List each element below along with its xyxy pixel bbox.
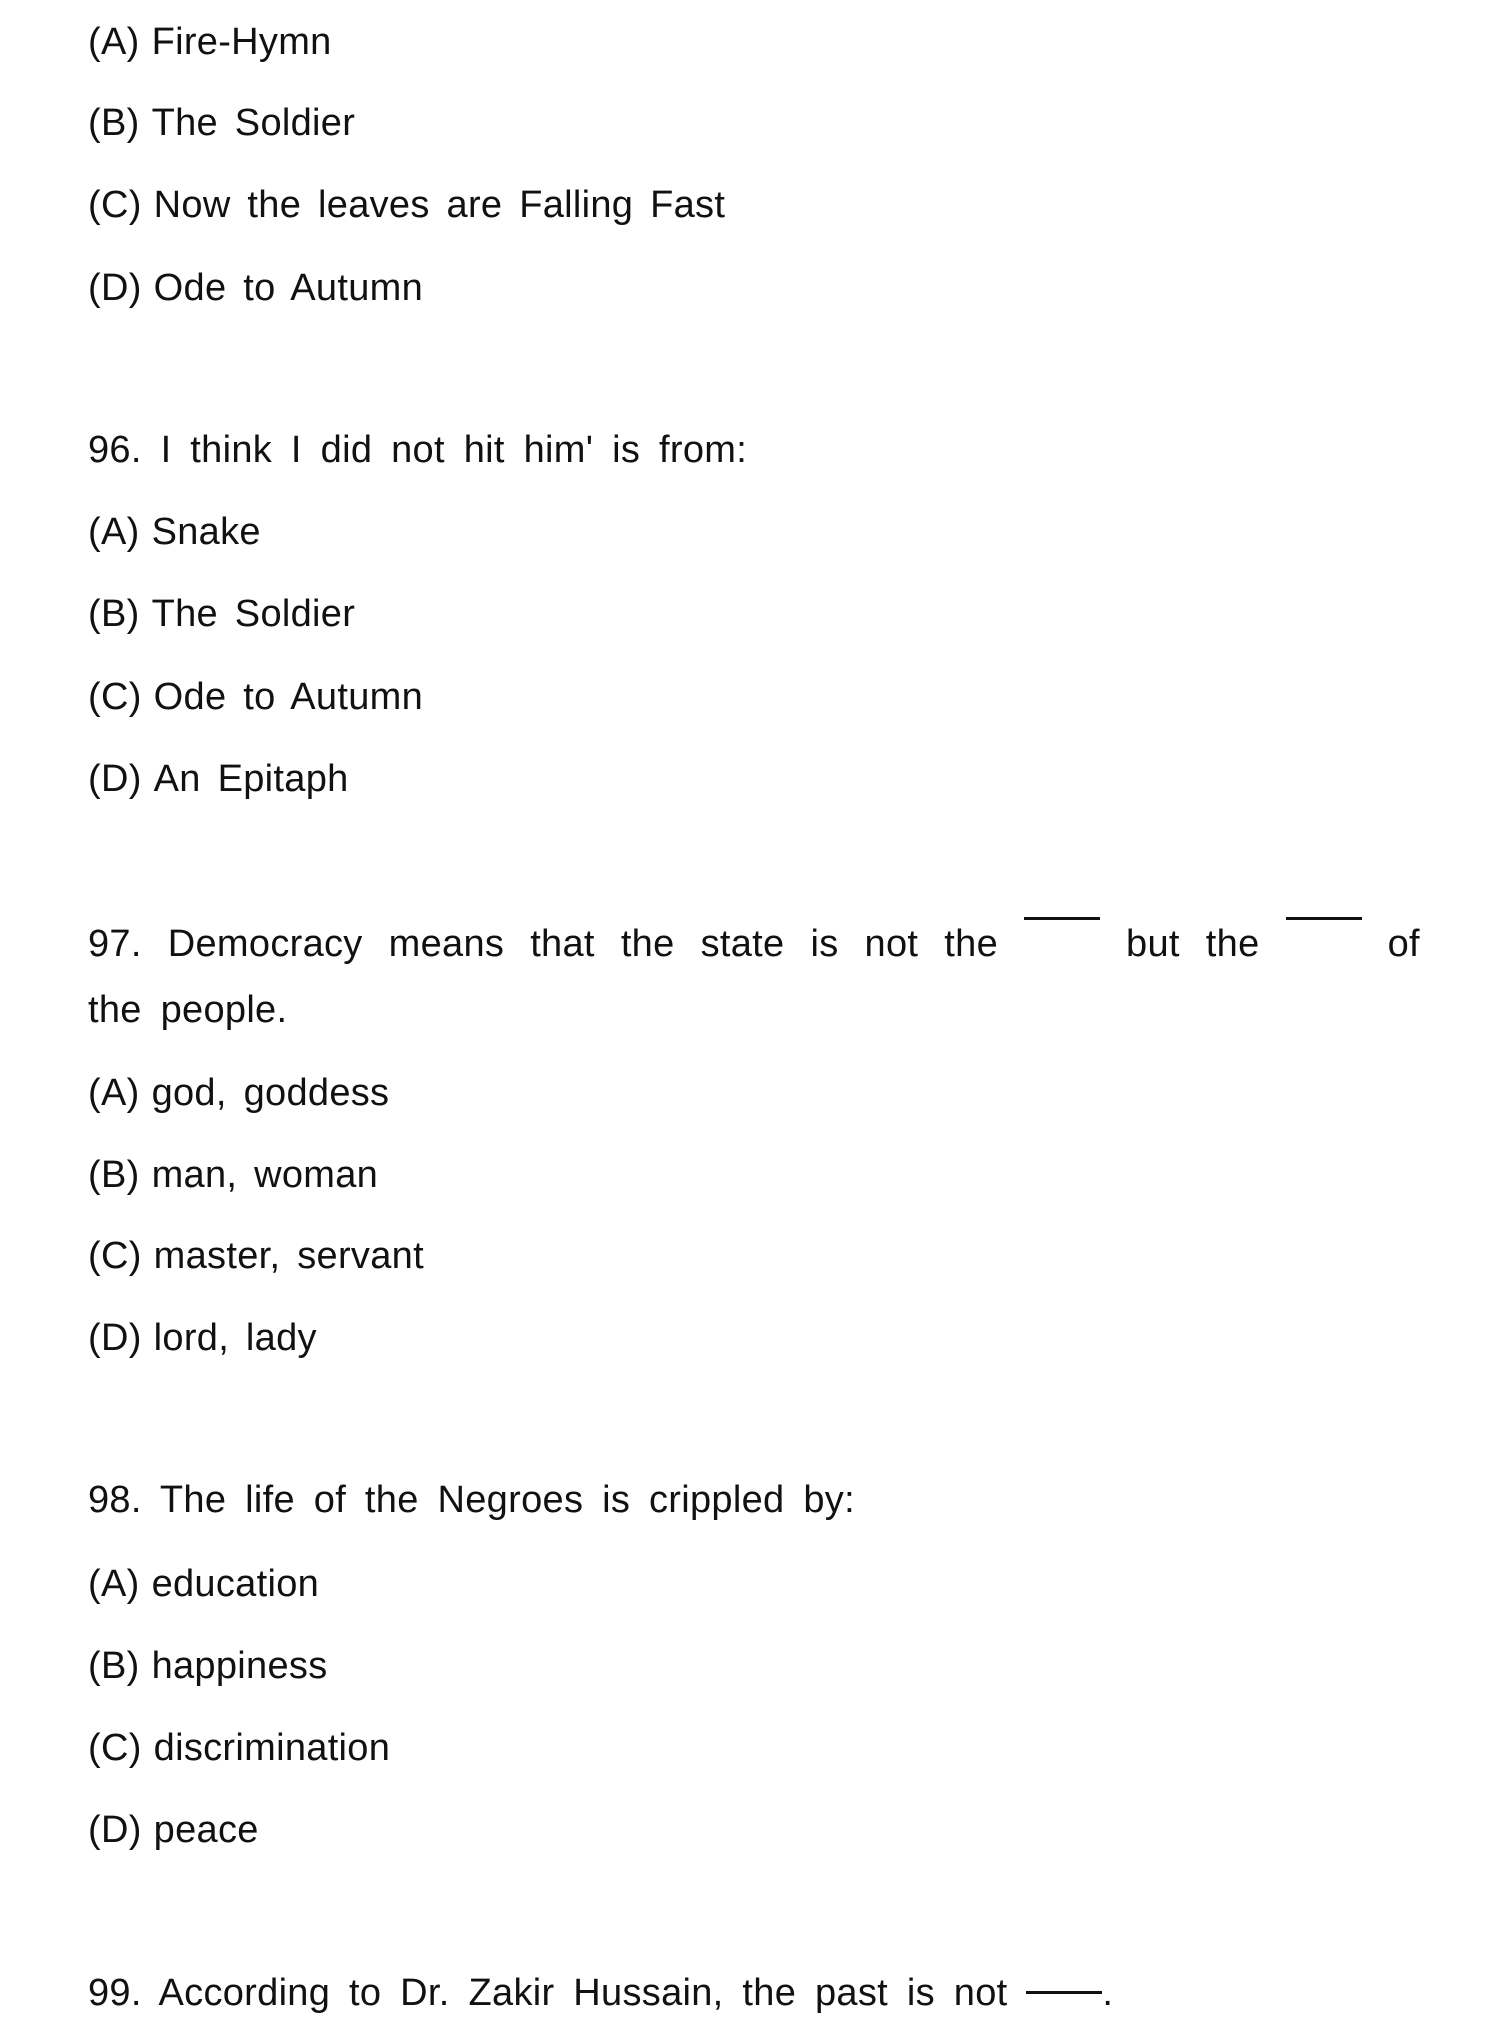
question-98	[88, 1477, 855, 1523]
option-text: The Soldier	[151, 102, 356, 144]
option-text: education	[151, 1563, 320, 1605]
option-98-a	[88, 1561, 319, 1607]
option-97-d	[88, 1315, 317, 1361]
option-label: (D)	[88, 1317, 142, 1359]
option-label: (B)	[88, 593, 140, 635]
option-label: (A)	[88, 1563, 140, 1605]
question-word: state	[700, 923, 785, 965]
option-label: (D)	[88, 1809, 142, 1851]
option-label: (C)	[88, 1235, 142, 1277]
option-95-d	[88, 265, 423, 311]
question-word: not	[864, 923, 919, 965]
question-text: the people.	[88, 989, 288, 1031]
question-word: means	[388, 923, 505, 965]
option-label: (C)	[88, 184, 142, 226]
option-label: (B)	[88, 102, 140, 144]
option-95-c	[88, 182, 725, 228]
option-97-b	[88, 1152, 378, 1198]
option-label: (D)	[88, 267, 142, 309]
option-96-c	[88, 674, 423, 720]
option-96-a	[88, 509, 261, 555]
question-number: 99.	[88, 1972, 142, 2014]
option-label: (C)	[88, 1727, 142, 1769]
option-text: god, goddess	[151, 1072, 390, 1114]
option-98-d	[88, 1807, 259, 1853]
option-96-d	[88, 756, 349, 802]
option-text: lord, lady	[153, 1317, 317, 1359]
question-text: I think I did not hit him' is from:	[160, 429, 748, 471]
question-word: is	[810, 923, 839, 965]
option-label: (A)	[88, 511, 140, 553]
option-98-b	[88, 1643, 328, 1689]
option-text: man, woman	[151, 1154, 379, 1196]
option-text: Ode to Autumn	[153, 676, 424, 718]
option-text: Ode to Autumn	[153, 267, 424, 309]
question-word: the	[1205, 923, 1260, 965]
fill-in-blank	[1286, 917, 1362, 920]
question-number: 97.	[88, 923, 142, 965]
question-97-continuation	[88, 987, 287, 1033]
question-word: the	[620, 923, 675, 965]
option-text: discrimination	[153, 1727, 391, 1769]
question-text: The life of the Negroes is crippled by:	[159, 1479, 855, 1521]
option-98-c	[88, 1725, 390, 1771]
option-text: Fire-Hymn	[151, 21, 332, 63]
fill-in-blank	[1026, 1991, 1102, 1994]
option-label: (D)	[88, 758, 142, 800]
question-number: 96.	[88, 429, 142, 471]
option-97-c	[88, 1233, 424, 1279]
option-label: (C)	[88, 676, 142, 718]
question-word: of	[1387, 923, 1420, 965]
option-text: happiness	[151, 1645, 328, 1687]
option-96-b	[88, 591, 355, 637]
option-97-a	[88, 1070, 389, 1116]
question-96	[88, 427, 747, 473]
option-text: master, servant	[153, 1235, 424, 1277]
question-99	[88, 1970, 1113, 2016]
option-text: Now the leaves are Falling Fast	[153, 184, 726, 226]
option-text: An Epitaph	[153, 758, 349, 800]
question-number: 98.	[88, 1479, 142, 1521]
option-label: (B)	[88, 1645, 140, 1687]
option-text: Snake	[151, 511, 261, 553]
option-label: (B)	[88, 1154, 140, 1196]
option-label: (A)	[88, 21, 140, 63]
question-97	[88, 921, 1420, 967]
question-word: but	[1126, 923, 1180, 965]
question-text: According to Dr. Zakir Hussain, the past is not	[158, 1972, 1008, 2014]
option-label: (A)	[88, 1072, 140, 1114]
question-word: that	[530, 923, 595, 965]
question-word: the	[944, 923, 999, 965]
question-text-end: .	[1102, 1972, 1114, 2014]
option-95-b	[88, 100, 355, 146]
fill-in-blank	[1024, 917, 1100, 920]
option-text: peace	[153, 1809, 259, 1851]
question-word: Democracy	[167, 923, 363, 965]
option-text: The Soldier	[151, 593, 356, 635]
option-95-a	[88, 19, 332, 65]
